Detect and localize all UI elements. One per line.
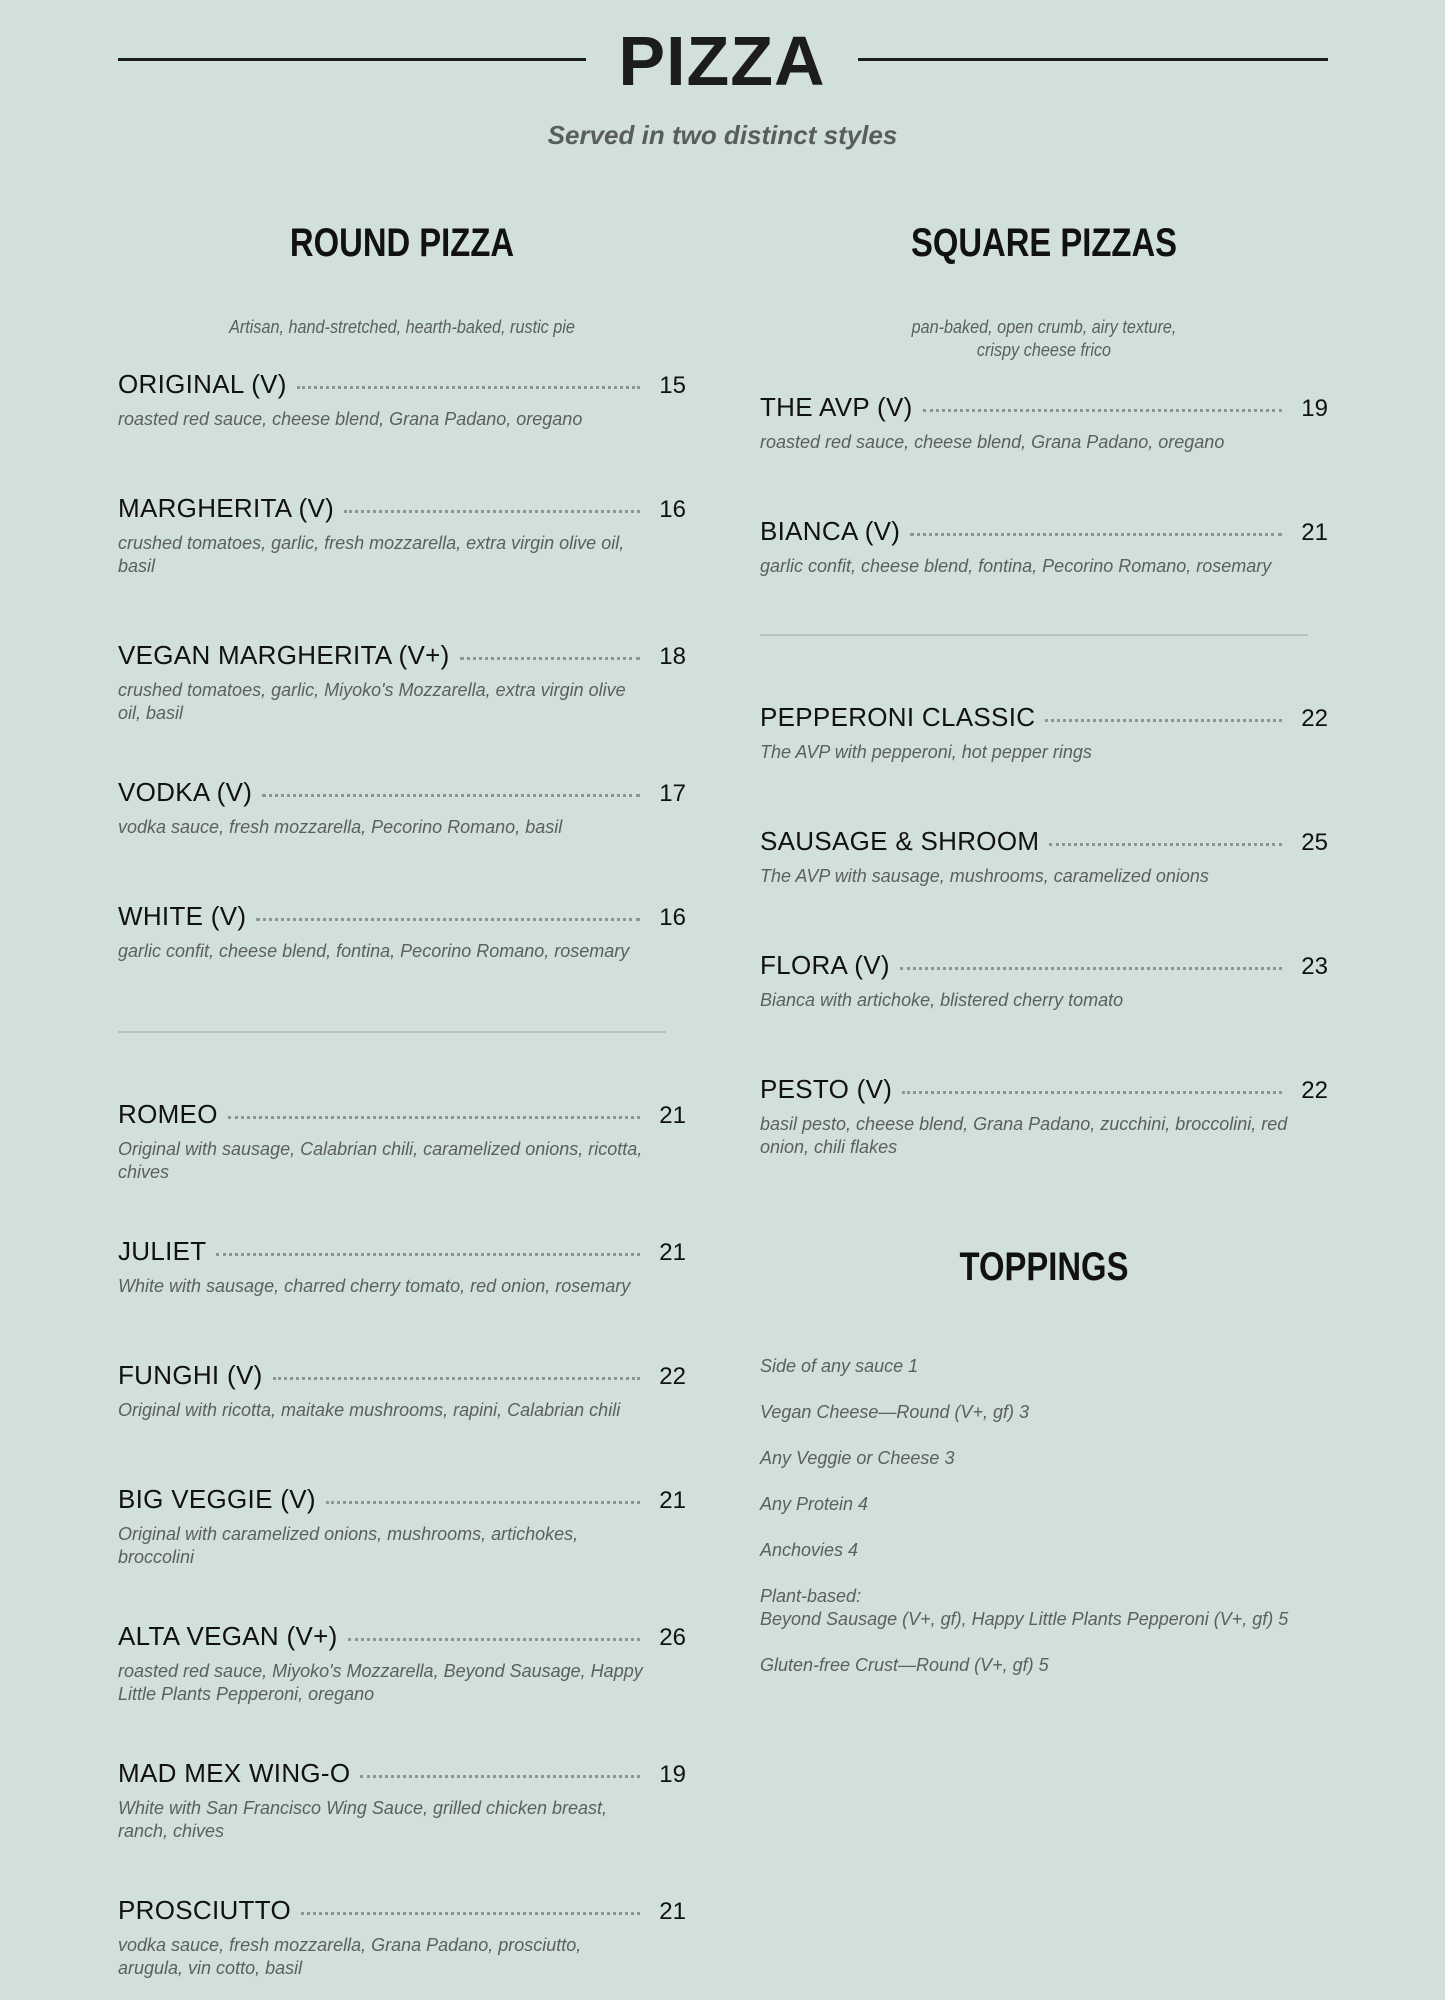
leader-dots <box>262 794 640 797</box>
section-desc-line: crispy cheese frico <box>976 340 1112 360</box>
item-price: 16 <box>659 496 686 523</box>
topping-item: Gluten-free Crust—Round (V+, gf) 5 <box>760 1655 1049 1675</box>
menu-item <box>118 1360 686 1422</box>
item-name: SAUSAGE & SHROOM <box>760 826 1040 856</box>
section-title-square: SQUARE PIZZAS <box>910 221 1178 265</box>
square-pizza-section <box>760 215 1328 1700</box>
item-name: PROSCIUTTO <box>118 1895 291 1925</box>
leader-dots <box>902 1091 1282 1094</box>
item-price: 22 <box>659 1363 686 1390</box>
leader-dots <box>297 386 640 389</box>
item-price: 21 <box>659 1487 686 1514</box>
item-desc: White with San Francisco Wing Sauce, grilled chicken breast, ranch, chives <box>118 1798 608 1841</box>
item-price: 17 <box>659 780 686 807</box>
item-name: ORIGINAL (V) <box>118 369 287 399</box>
menu-item <box>760 516 1328 578</box>
page-title: PIZZA <box>618 22 826 100</box>
leader-dots <box>344 510 640 513</box>
item-price: 19 <box>1301 395 1328 422</box>
item-price: 15 <box>659 372 686 399</box>
leader-dots <box>216 1253 640 1256</box>
title-rule-right <box>858 58 1328 61</box>
menu-item <box>118 1484 686 1569</box>
leader-dots <box>923 409 1282 412</box>
item-name: BIANCA (V) <box>760 516 901 546</box>
leader-dots <box>1045 719 1282 722</box>
topping-item: Any Protein 4 <box>760 1494 869 1514</box>
item-desc: roasted red sauce, cheese blend, Grana Padano, oregano <box>118 409 583 429</box>
menu-item <box>118 1895 686 1980</box>
leader-dots <box>900 967 1282 970</box>
item-price: 21 <box>659 1898 686 1925</box>
menu-header <box>118 20 1328 120</box>
item-desc: White with sausage, charred cherry tomato, red onion, rosemary <box>118 1276 631 1296</box>
menu-item <box>118 1236 686 1298</box>
item-price: 21 <box>659 1239 686 1266</box>
section-desc-line: pan-baked, open crumb, airy texture, <box>911 317 1177 337</box>
leader-dots <box>1049 843 1282 846</box>
section-title-toppings: TOPPINGS <box>959 1245 1129 1289</box>
topping-item: Anchovies 4 <box>760 1540 859 1560</box>
item-desc: The AVP with sausage, mushrooms, caramelized onions <box>760 866 1209 886</box>
item-name: PESTO (V) <box>760 1074 893 1104</box>
menu-item <box>760 950 1328 1012</box>
leader-dots <box>256 918 640 921</box>
item-desc: roasted red sauce, cheese blend, Grana Padano, oregano <box>760 432 1225 452</box>
menu-item <box>118 777 686 839</box>
topping-item: Vegan Cheese—Round (V+, gf) 3 <box>760 1402 1029 1422</box>
menu-item <box>118 1099 686 1184</box>
item-desc: The AVP with pepperoni, hot pepper rings <box>760 742 1092 762</box>
item-desc: basil pesto, cheese blend, Grana Padano, zucchini, broccolini, red onion, chili flakes <box>760 1114 1288 1157</box>
topping-item: Any Veggie or Cheese 3 <box>760 1448 955 1468</box>
item-price: 25 <box>1301 829 1328 856</box>
item-price: 22 <box>1301 705 1328 732</box>
item-price: 21 <box>659 1102 686 1129</box>
round-pizza-section <box>118 215 686 1980</box>
topping-item: Plant-based: <box>760 1586 862 1606</box>
item-name: MAD MEX WING-O <box>118 1758 351 1788</box>
item-desc: vodka sauce, fresh mozzarella, Pecorino Romano, basil <box>118 817 563 837</box>
item-desc: crushed tomatoes, garlic, Miyoko's Mozzarella, extra virgin olive oil, basil <box>118 680 626 723</box>
toppings-list <box>760 1355 1328 1677</box>
item-desc: Original with sausage, Calabrian chili, caramelized onions, ricotta, chives <box>118 1139 643 1182</box>
item-desc: vodka sauce, fresh mozzarella, Grana Padano, prosciutto, arugula, vin cotto, basil <box>118 1935 582 1978</box>
item-name: FUNGHI (V) <box>118 1360 263 1390</box>
section-title-round: ROUND PIZZA <box>289 221 515 265</box>
menu-item <box>760 702 1328 764</box>
menu-item <box>760 392 1328 454</box>
item-name: BIG VEGGIE (V) <box>118 1484 316 1514</box>
leader-dots <box>360 1775 640 1778</box>
item-desc: garlic confit, cheese blend, fontina, Pecorino Romano, rosemary <box>760 556 1272 576</box>
item-price: 23 <box>1301 953 1328 980</box>
item-name: ROMEO <box>118 1099 218 1129</box>
item-desc: Original with ricotta, maitake mushrooms, rapini, Calabrian chili <box>118 1400 621 1420</box>
menu-item <box>118 493 686 578</box>
menu-item <box>118 1621 686 1706</box>
menu-item <box>118 901 686 963</box>
item-price: 16 <box>659 904 686 931</box>
leader-dots <box>273 1377 640 1380</box>
page-subtitle: Served in two distinct styles <box>547 120 898 150</box>
leader-dots <box>460 657 640 660</box>
item-name: PEPPERONI CLASSIC <box>760 702 1036 732</box>
item-name: ALTA VEGAN (V+) <box>118 1621 338 1651</box>
item-name: VODKA (V) <box>118 777 253 807</box>
item-desc: crushed tomatoes, garlic, fresh mozzarella, extra virgin olive oil, basil <box>118 533 625 576</box>
menu-item <box>760 826 1328 888</box>
item-name: WHITE (V) <box>118 901 247 931</box>
section-desc-round: Artisan, hand-stretched, hearth-baked, rustic pie <box>229 317 575 337</box>
item-price: 26 <box>659 1624 686 1651</box>
item-price: 21 <box>1301 519 1328 546</box>
leader-dots <box>348 1638 640 1641</box>
leader-dots <box>910 533 1282 536</box>
menu-item <box>118 1758 686 1843</box>
leader-dots <box>326 1501 640 1504</box>
item-price: 22 <box>1301 1077 1328 1104</box>
item-desc: Original with caramelized onions, mushrooms, artichokes, broccolini <box>118 1524 579 1567</box>
item-name: THE AVP (V) <box>760 392 913 422</box>
item-name: FLORA (V) <box>760 950 890 980</box>
menu-item <box>118 640 686 725</box>
item-desc: Bianca with artichoke, blistered cherry tomato <box>760 990 1124 1010</box>
menu-item <box>760 1074 1328 1159</box>
menu-item <box>118 369 686 431</box>
title-rule-left <box>118 58 586 61</box>
topping-item: Beyond Sausage (V+, gf), Happy Little Plants Pepperoni (V+, gf) 5 <box>760 1609 1289 1629</box>
leader-dots <box>301 1912 640 1915</box>
item-desc: garlic confit, cheese blend, fontina, Pecorino Romano, rosemary <box>118 941 630 961</box>
item-name: MARGHERITA (V) <box>118 493 335 523</box>
item-name: VEGAN MARGHERITA (V+) <box>118 640 450 670</box>
topping-item: Side of any sauce 1 <box>760 1356 919 1376</box>
item-price: 18 <box>659 643 686 670</box>
item-price: 19 <box>659 1761 686 1788</box>
item-desc: roasted red sauce, Miyoko's Mozzarella, Beyond Sausage, Happy Little Plants Pepperoni, oregano <box>118 1661 643 1704</box>
leader-dots <box>228 1116 640 1119</box>
section-desc-square <box>810 316 1278 362</box>
item-name: JULIET <box>118 1236 207 1266</box>
